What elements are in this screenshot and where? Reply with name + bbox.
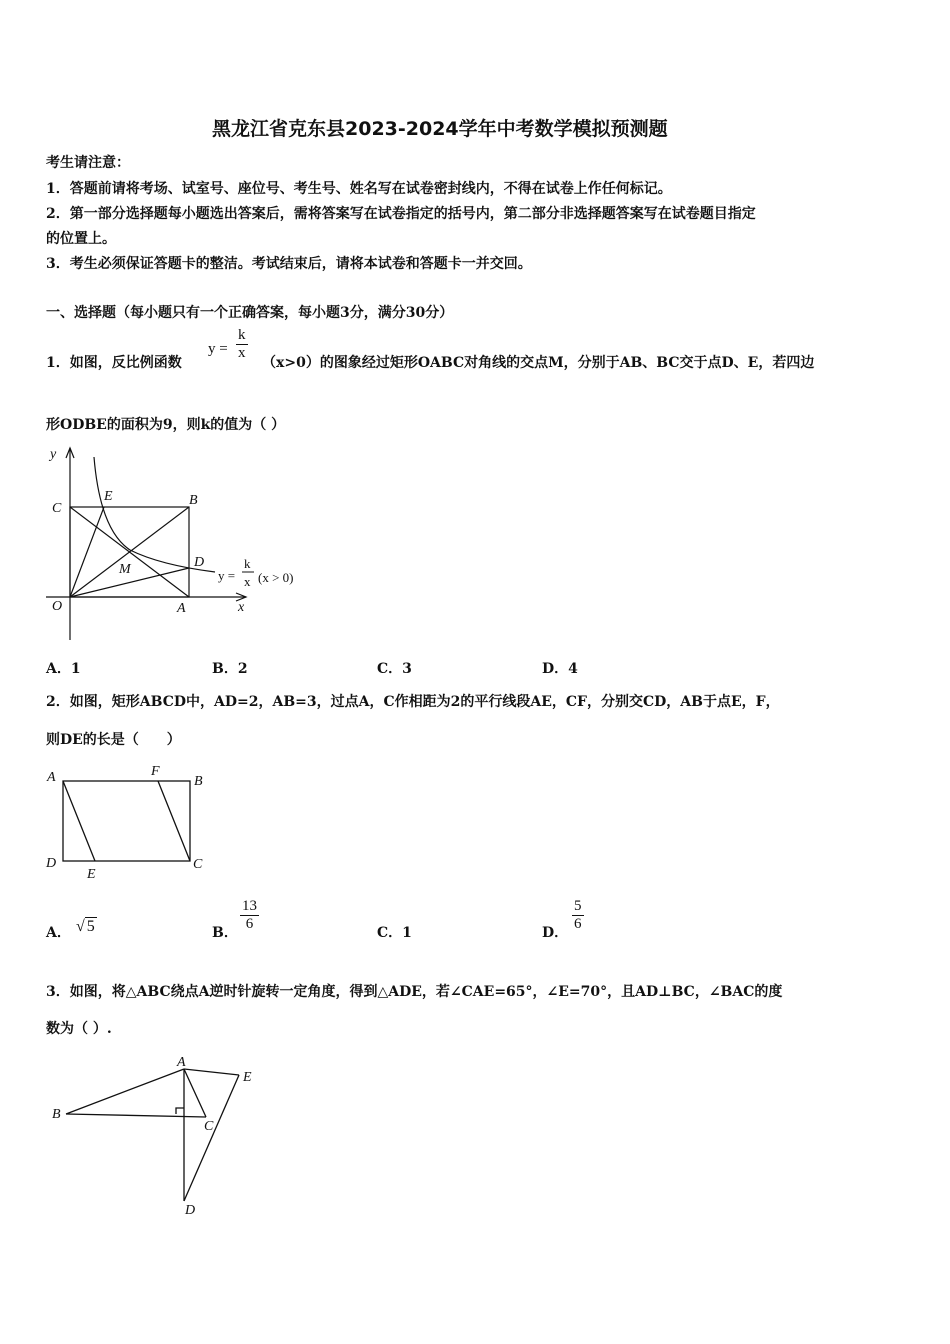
page-title: 黑龙江省克东县2023-2024学年中考数学模拟预测题	[212, 118, 668, 140]
q3-segment-ab	[66, 1069, 184, 1114]
q2-option-d-den: 6	[574, 916, 582, 932]
q1-curve-den: x	[244, 574, 251, 589]
q1-label-y: y	[50, 447, 57, 462]
q1-formula-den: x	[238, 345, 246, 361]
q1-line2: 形ODBE的面积为9，则k的值为（ ）	[46, 417, 286, 433]
q3-segment-bc	[66, 1114, 206, 1117]
q3-line1: 3．如图，将△ABC绕点A逆时针旋转一定角度，得到△ADE，若∠CAE=65°，∠E=70°，且AD⊥BC，∠BAC的度	[46, 984, 783, 1000]
q1-label-m: M	[119, 562, 131, 577]
q2-option-a-radicand: 5	[86, 918, 95, 935]
q1-curve-cond: (x > 0)	[258, 570, 294, 585]
q2-label-e: E	[87, 867, 96, 882]
q2-label-d: D	[46, 856, 57, 871]
sqrt-icon: √	[76, 918, 85, 935]
q2-option-c[interactable]: C．1	[377, 925, 412, 941]
notice-item-2-cont: 的位置上。	[46, 231, 116, 247]
q1-label-a: A	[177, 601, 186, 616]
q2-label-b: B	[194, 774, 203, 789]
q3-label-d: D	[185, 1203, 196, 1218]
q1-option-d[interactable]: D．4	[542, 661, 578, 677]
q3-label-b: B	[52, 1107, 61, 1122]
section-heading: 一、选择题（每小题只有一个正确答案，每小题3分，满分30分）	[46, 305, 454, 321]
q3-label-e: E	[243, 1070, 252, 1085]
q1-suffix: （x>0）的图象经过矩形OABC对角线的交点M，分别于AB、BC交于点D、E，若四边	[262, 355, 815, 371]
q1-option-c[interactable]: C．3	[377, 661, 412, 677]
q1-label-e: E	[104, 489, 113, 504]
notice-item-2: 2．第一部分选择题每小题选出答案后，需将答案写在试卷指定的括号内，第二部分非选择题答案写在试卷题目指定	[46, 206, 756, 222]
notice-item-1: 1．答题前请将考场、试室号、座位号、考生号、姓名写在试卷密封线内，不得在试卷上作任何标记。	[46, 181, 672, 197]
q2-label-f: F	[151, 764, 160, 779]
q1-curve-num: k	[244, 556, 251, 571]
q1-label-b: B	[189, 493, 198, 508]
q1-label-d: D	[194, 555, 205, 570]
q1-formula-num: k	[238, 327, 246, 343]
q3-label-a: A	[177, 1055, 186, 1070]
q1-label-o: O	[52, 599, 63, 614]
q2-option-b-den: 6	[245, 916, 254, 932]
notice-heading: 考生请注意：	[46, 155, 130, 171]
q3-right-angle-mark	[176, 1108, 184, 1114]
notice-item-3: 3．考生必须保证答题卡的整洁。考试结束后，请将本试卷和答题卡一并交回。	[46, 256, 532, 272]
q2-label-c: C	[193, 857, 203, 872]
q2-option-b-num: 13	[242, 898, 257, 914]
q3-line2: 数为（ ）.	[46, 1021, 112, 1037]
q1-option-b[interactable]: B．2	[212, 661, 248, 677]
q3-segment-ac	[184, 1069, 206, 1117]
q2-label-a: A	[47, 770, 56, 785]
q2-line2: 则DE的长是（ ）	[46, 732, 181, 748]
q1-option-a[interactable]: A．1	[46, 661, 81, 677]
q2-line1: 2．如图，矩形ABCD中，AD=2，AB=3，过点A，C作相距为2的平行线段AE，CF，分别交CD，AB于点E，F，	[46, 694, 780, 710]
q2-option-a[interactable]: A．	[46, 925, 71, 941]
q3-label-c: C	[204, 1119, 214, 1134]
q2-option-b[interactable]: B．	[212, 925, 238, 941]
q1-prefix: 1．如图，反比例函数	[46, 355, 182, 371]
q1-formula-lhs: y =	[208, 341, 228, 357]
q1-curve-lhs: y =	[218, 568, 236, 583]
q1-label-x: x	[238, 600, 245, 615]
q3-segment-de	[184, 1075, 239, 1201]
q2-option-d[interactable]: D．	[542, 925, 569, 941]
q3-segment-ae	[184, 1069, 239, 1075]
q2-option-d-num: 5	[574, 898, 582, 914]
q1-label-c: C	[52, 501, 62, 516]
